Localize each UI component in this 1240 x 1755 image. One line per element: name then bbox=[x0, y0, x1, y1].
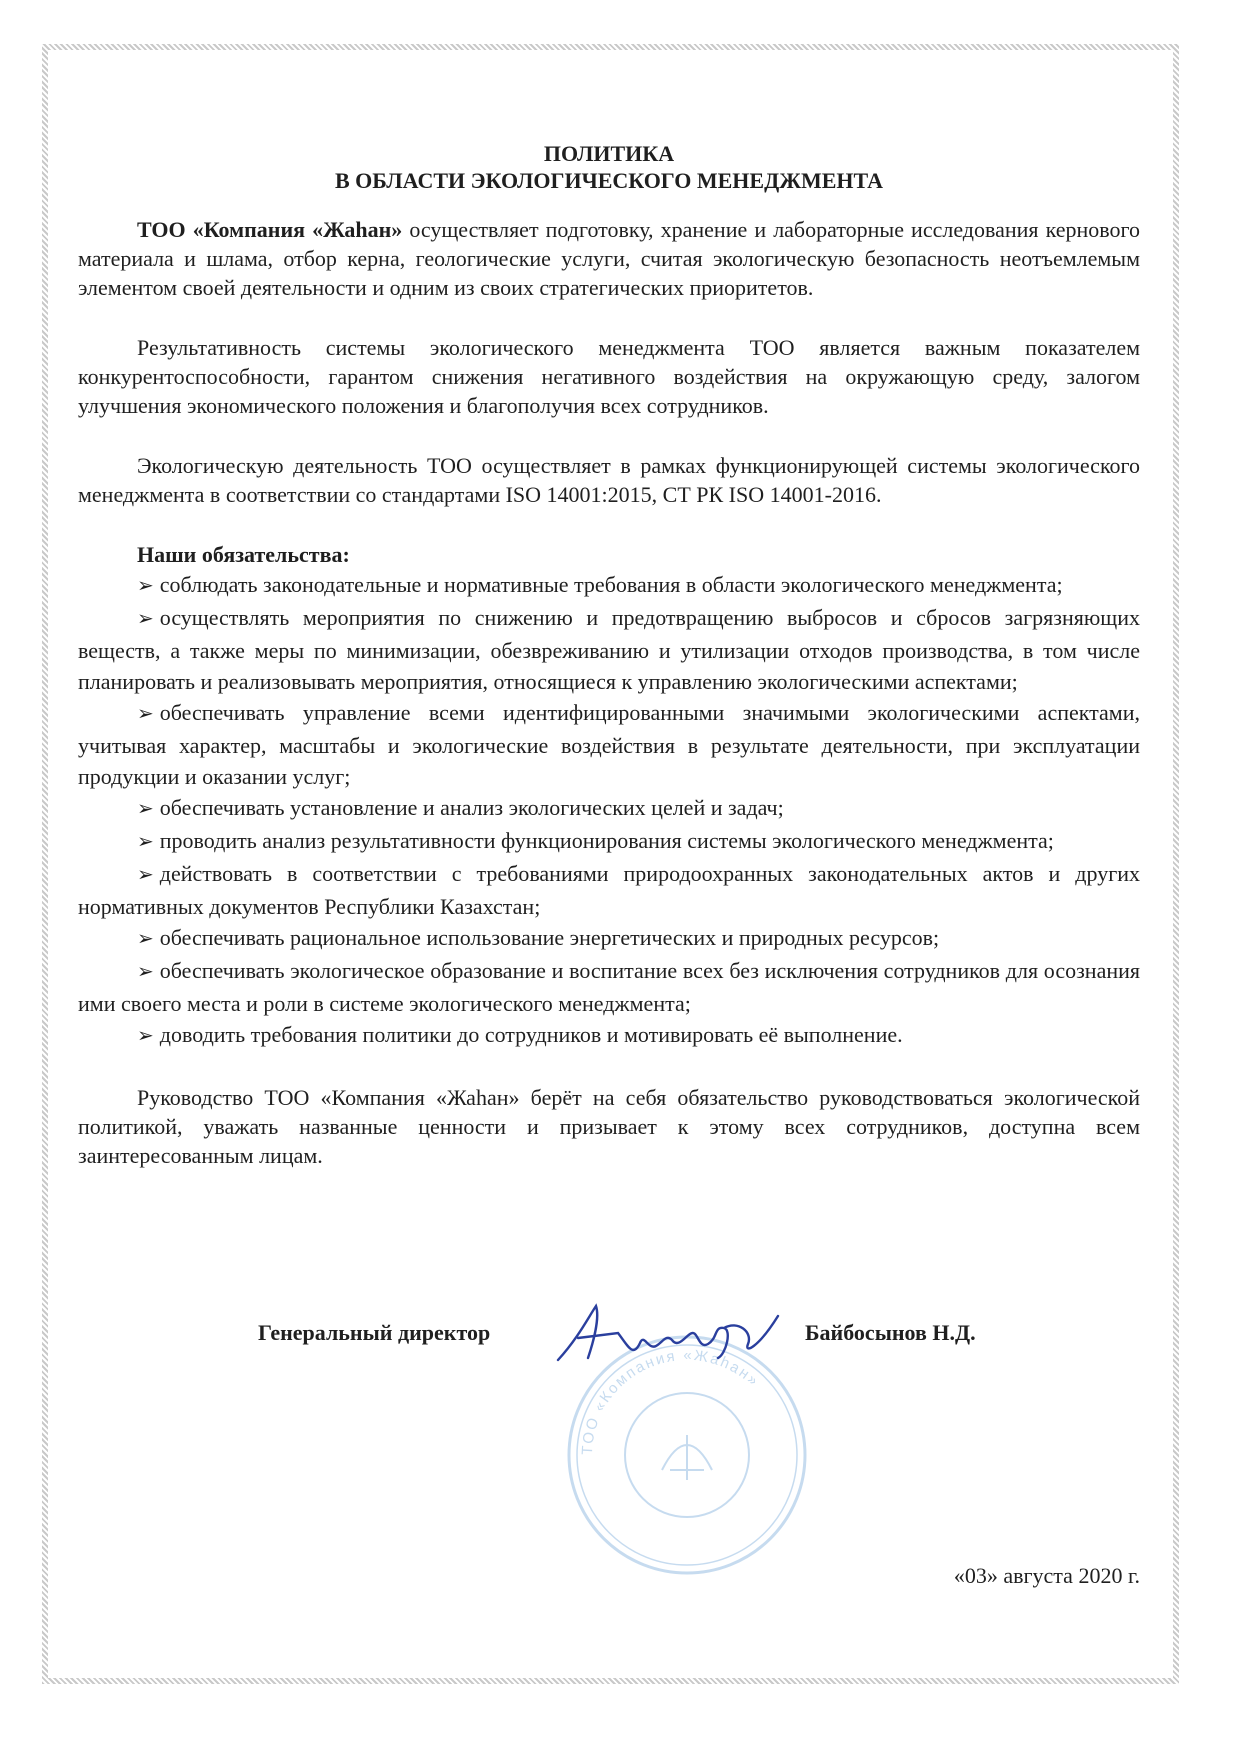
list-item: ➢ обеспечивать установление и анализ экологических целей и задач; bbox=[78, 792, 1140, 825]
arrow-bullet-icon: ➢ bbox=[137, 961, 154, 983]
arrow-bullet-icon: ➢ bbox=[137, 608, 154, 630]
title-line-1: ПОЛИТИКА bbox=[543, 141, 675, 166]
list-item: ➢ обеспечивать экологическое образование и воспитание всех без исключения сотрудников для осознания ими своего места и роли в системе экологического менеджмента; bbox=[78, 958, 1140, 1016]
document-date: «03» августа 2020 г. bbox=[953, 1563, 1140, 1588]
arrow-bullet-icon: ➢ bbox=[137, 575, 154, 597]
list-item: ➢ обеспечивать управление всеми идентифицированными значимыми экологическими аспектами, учитывая характер, масштабы и экологические воздействия в результате деятельности, при эксплуатации продукции и оказании услуг; bbox=[78, 700, 1140, 789]
arrow-bullet-icon: ➢ bbox=[137, 928, 154, 950]
paragraph-standards: Экологическую деятельность ТОО осуществляет в рамках функционирующей системы экологического менеджмента в соответствии со стандартами ISO 14001:2015, СТ РК ISO 14001-2016. bbox=[78, 453, 1140, 507]
list-item: ➢ проводить анализ результативности функционирования системы экологического менеджмента; bbox=[78, 825, 1140, 858]
list-item: ➢ действовать в соответствии с требованиями природоохранных законодательных актов и других нормативных документов Республики Казахстан; bbox=[78, 861, 1140, 919]
commitments-list bbox=[78, 569, 1140, 1052]
paragraph-management: Руководство ТОО «Компания «Жаhан» берёт на себя обязательство руководствоваться экологической политикой, уважать названные ценности и призывает к этому всех сотрудников, доступна всем заинтересованным лицам. bbox=[78, 1085, 1140, 1168]
signatory-name: Байбосынов Н.Д. bbox=[805, 1320, 976, 1345]
document-title bbox=[78, 140, 1140, 194]
title-line-2: В ОБЛАСТИ ЭКОЛОГИЧЕСКОГО МЕНЕДЖМЕНТА bbox=[334, 168, 883, 193]
arrow-bullet-icon: ➢ bbox=[137, 1025, 154, 1047]
arrow-bullet-icon: ➢ bbox=[137, 864, 154, 886]
paragraph-effectiveness: Результативность системы экологического менеджмента ТОО является важным показателем конкурентоспособности, гарантом снижения негативного воздействия на окружающую среду, залогом улучшения экономического положения и благополучия всех сотрудников. bbox=[78, 335, 1140, 418]
stamp-text: ТОО «Компания «Жаhан» bbox=[578, 1346, 763, 1456]
list-item: ➢ осуществлять мероприятия по снижению и предотвращению выбросов и сбросов загрязняющих веществ, а также меры по минимизации, обезвреживанию и утилизации отходов производства, в том числе планировать и реализовывать мероприятия, относящиеся к управлению экологическими аспектами; bbox=[78, 605, 1140, 694]
handwritten-signature-icon bbox=[548, 1298, 798, 1378]
paragraph-intro-text: осуществляет подготовку, хранение и лабораторные исследования кернового материала и шлама, отбор керна, геологические услуги, считая экологическую безопасность неотъемлемым элементом своей деятельности и одним из своих стратегических приоритетов. bbox=[78, 217, 1140, 300]
signature-block bbox=[0, 1298, 1240, 1378]
arrow-bullet-icon: ➢ bbox=[137, 831, 154, 853]
list-item: ➢ соблюдать законодательные и нормативные требования в области экологического менеджмента; bbox=[78, 569, 1140, 602]
arrow-bullet-icon: ➢ bbox=[137, 703, 154, 725]
list-item: ➢ обеспечивать рациональное использование энергетических и природных ресурсов; bbox=[78, 922, 1140, 955]
list-item: ➢ доводить требования политики до сотрудников и мотивировать её выполнение. bbox=[78, 1019, 1140, 1052]
company-name: ТОО «Компания «Жаhан» bbox=[137, 217, 403, 242]
arrow-bullet-icon: ➢ bbox=[137, 798, 154, 820]
paragraph-intro bbox=[78, 215, 1140, 302]
signatory-position: Генеральный директор bbox=[258, 1320, 491, 1345]
document-body bbox=[78, 140, 1140, 1201]
commitments-heading: Наши обязательства: bbox=[137, 542, 350, 567]
